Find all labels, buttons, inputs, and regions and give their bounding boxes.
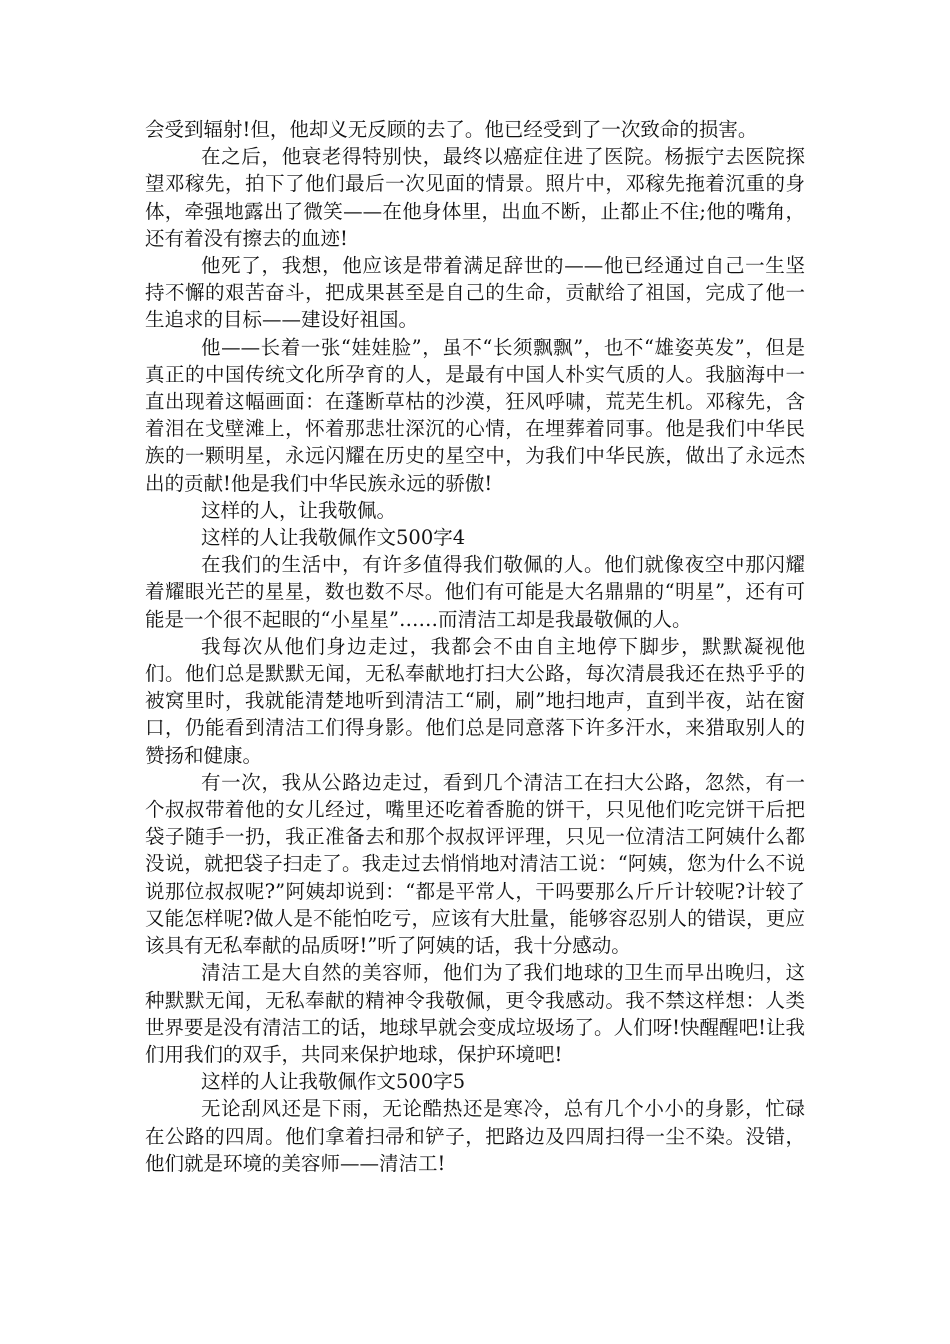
paragraph: 他——长着一张“娃娃脸”，虽不“长须飘飘”，也不“雄姿英发”，但是真正的中国传统文化所孕育的人，是最有中国人朴实气质的人。我脑海中一直出现着这幅画面：在蓬断草枯的沙漠，狂风呼啸，荒芜生机。邓稼先，含着泪在戈壁滩上，怀着那悲壮深沉的心情，在埋葬着同事。他是我们中华民族的一颗明星，永远闪耀在历史的星空中，为我们中华民族，做出了永远杰出的贡献!他是我们中华民族永远的骄傲! [145,335,805,495]
paragraph: 我每次从他们身边走过，我都会不由自主地停下脚步，默默凝视他们。他们总是默默无闻，无私奉献地打扫大公路，每次清晨我还在热乎乎的被窝里时，我就能清楚地听到清洁工“刷，刷”地扫地声，直到半夜，站在窗口，仍能看到清洁工们得身影。他们总是同意落下许多汗水，来猎取别人的赞扬和健康。 [145,634,805,767]
section-heading: 这样的人让我敬佩作文500字4 [201,526,466,550]
paragraph: 他死了，我想，他应该是带着满足辞世的——他已经通过自己一生坚持不懈的艰苦奋斗，把成果甚至是自己的生命，贡献给了祖国，完成了他一生追求的目标——建设好祖国。 [145,254,805,332]
paragraph: 这样的人，让我敬佩。 [201,498,397,522]
paragraph: 会受到辐射!但，他却义无反顾的去了。他已经受到了一次致命的损害。 [145,118,758,141]
paragraph: 在之后，他衰老得特别快，最终以癌症住进了医院。杨振宁去医院探望邓稼先，拍下了他们最后一次见面的情景。照片中，邓稼先拖着沉重的身体，牵强地露出了微笑——在他身体里，出血不断，止都止不住;他的嘴角，还有着没有擦去的血迹! [145,145,805,250]
paragraph: 在我们的生活中，有许多值得我们敬佩的人。他们就像夜空中那闪耀着耀眼光芒的星星，数也数不尽。他们有可能是大名鼎鼎的“明星”，还有可能是一个很不起眼的“小星星”……而清洁工却是我最敬佩的人。 [145,553,805,631]
document-body [145,116,805,1177]
paragraph: 清洁工是大自然的美容师，他们为了我们地球的卫生而早出晚归，这种默默无闻，无私奉献的精神令我敬佩，更令我感动。我不禁这样想：人类世界要是没有清洁工的话，地球早就会变成垃圾场了。人们呀!快醒醒吧!让我们用我们的双手，共同来保护地球，保护环境吧! [145,961,805,1066]
section-heading: 这样的人让我敬佩作文500字5 [201,1070,466,1094]
paragraph: 有一次，我从公路边走过，看到几个清洁工在扫大公路，忽然，有一个叔叔带着他的女儿经过，嘴里还吃着香脆的饼干，只见他们吃完饼干后把袋子随手一扔，我正准备去和那个叔叔评评理，只见一位清洁工阿姨什么都没说，就把袋子扫走了。我走过去悄悄地对清洁工说：“阿姨，您为什么不说说那位叔叔呢?”阿姨却说到：“都是平常人，干吗要那么斤斤计较呢?计较了又能怎样呢?做人是不能怕吃亏，应该有大肚量，能够容忍别人的错误，更应该具有无私奉献的品质呀!”听了阿姨的话，我十分感动。 [145,770,805,958]
paragraph: 无论刮风还是下雨，无论酷热还是寒冷，总有几个小小的身影，忙碌在公路的四周。他们拿着扫帚和铲子，把路边及四周扫得一尘不染。没错，他们就是环境的美容师——清洁工! [145,1097,805,1175]
